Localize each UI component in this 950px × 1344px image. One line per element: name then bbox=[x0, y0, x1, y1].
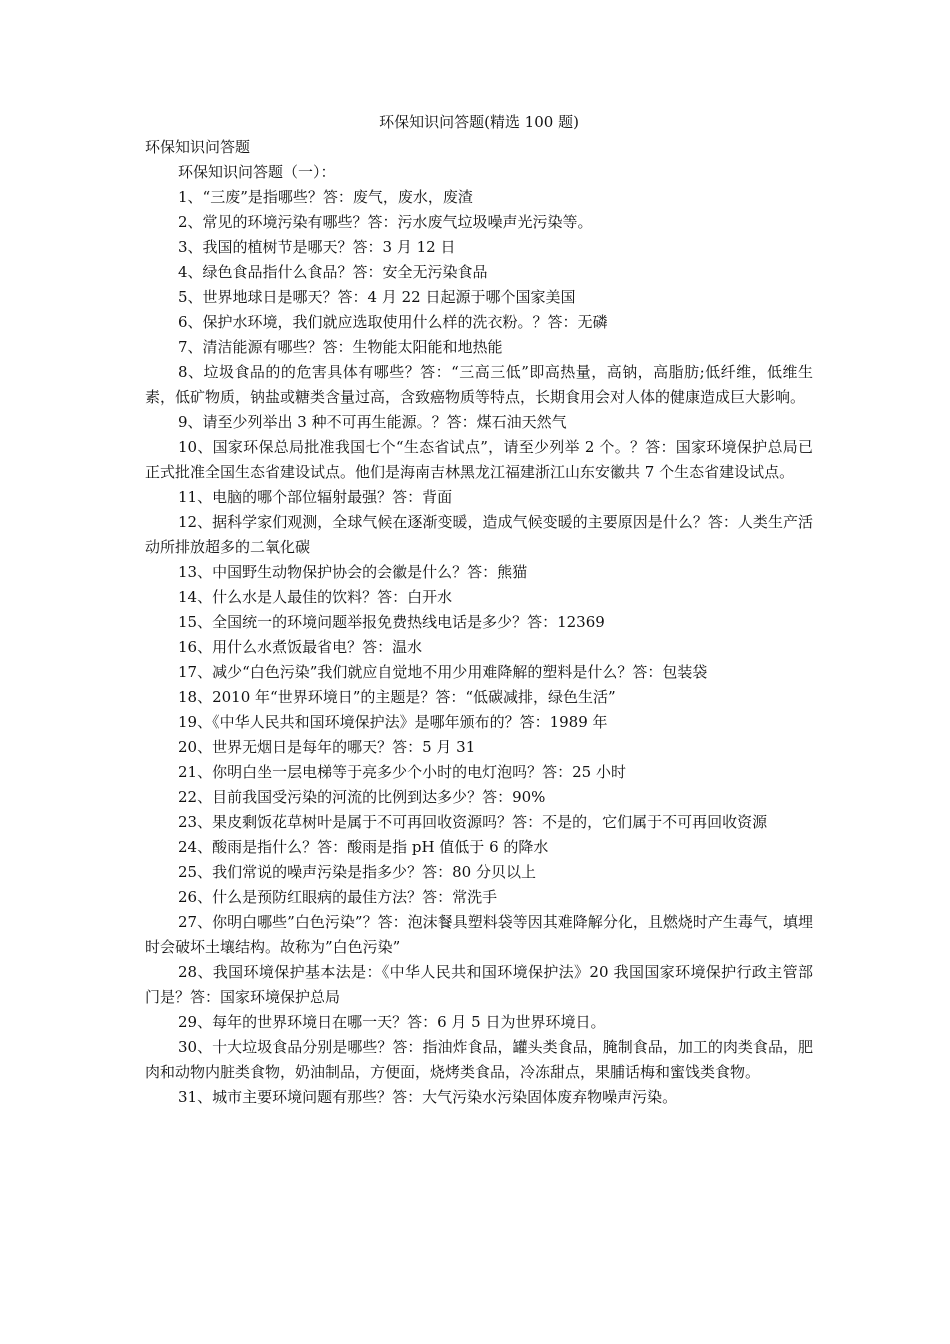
question-item: 14、什么水是人最佳的饮料？答：白开水 bbox=[178, 588, 453, 606]
question-item: 23、果皮剩饭花草树叶是属于不可再回收资源吗？答：不是的，它们属于不可再回收资源 bbox=[178, 813, 768, 831]
question-item: 9、请至少列举出 3 种不可再生能源。？答：煤石油天然气 bbox=[178, 413, 567, 431]
question-item: 31、城市主要环境问题有那些？答：大气污染水污染固体废弃物噪声污染。 bbox=[178, 1088, 678, 1106]
question-item: 12、据科学家们观测，全球气候在逐渐变暖，造成气候变暖的主要原因是什么？答：人类生产活动所排放超多的二氧化碳 bbox=[145, 513, 813, 556]
question-item: 11、电脑的哪个部位辐射最强？答：背面 bbox=[178, 488, 453, 506]
question-item: 15、全国统一的环境问题举报免费热线电话是多少？答：12369 bbox=[178, 613, 605, 631]
sub-heading: 环保知识问答题（一）： bbox=[178, 163, 336, 181]
document-title: 环保知识问答题(精选 100 题) bbox=[379, 113, 579, 131]
question-item: 22、目前我国受污染的河流的比例到达多少？答：90% bbox=[178, 788, 546, 806]
question-list bbox=[145, 185, 813, 1110]
question-item: 1、“三废”是指哪些？答：废气，废水，废渣 bbox=[178, 188, 473, 206]
question-item: 7、清洁能源有哪些？答：生物能太阳能和地热能 bbox=[178, 338, 503, 356]
question-item: 5、世界地球日是哪天？答：4 月 22 日起源于哪个国家美国 bbox=[178, 288, 576, 306]
question-item: 16、用什么水煮饭最省电？答：温水 bbox=[178, 638, 423, 656]
question-item: 24、酸雨是指什么？答：酸雨是指 pH 值低于 6 的降水 bbox=[178, 838, 549, 856]
question-item: 8、垃圾食品的的危害具体有哪些？答：“三高三低”即高热量，高钠，高脂肪;低纤维，低维生素，低矿物质，钠盐或糖类含量过高，含致癌物质等特点，长期食用会对人体的健康造成巨大影响。 bbox=[145, 363, 813, 406]
section-heading: 环保知识问答题 bbox=[145, 138, 251, 156]
question-item: 19、《中华人民共和国环境保护法》是哪年颁布的？答：1989 年 bbox=[178, 713, 608, 731]
document-page bbox=[145, 110, 813, 1110]
question-item: 25、我们常说的噪声污染是指多少？答：80 分贝以上 bbox=[178, 863, 536, 881]
question-item: 21、你明白坐一层电梯等于亮多少个小时的电灯泡吗？答：25 小时 bbox=[178, 763, 626, 781]
question-item: 13、中国野生动物保护协会的会徽是什么？答：熊猫 bbox=[178, 563, 528, 581]
question-item: 27、你明白哪些”白色污染”？答：泡沫餐具塑料袋等因其难降解分化，且燃烧时产生毒气，填埋时会破坏土壤结构。故称为”白色污染” bbox=[145, 913, 813, 956]
question-item: 20、世界无烟日是每年的哪天？答：5 月 31 bbox=[178, 738, 476, 756]
question-item: 28、我国环境保护基本法是：《中华人民共和国环境保护法》20 我国国家环境保护行政主管部门是？答：国家环境保护总局 bbox=[145, 963, 813, 1006]
question-item: 3、我国的植树节是哪天？答：3 月 12 日 bbox=[178, 238, 456, 256]
question-item: 17、减少“白色污染”我们就应自觉地不用少用难降解的塑料是什么？答：包装袋 bbox=[178, 663, 708, 681]
question-item: 29、每年的世界环境日在哪一天？答：6 月 5 日为世界环境日。 bbox=[178, 1013, 606, 1031]
question-item: 30、十大垃圾食品分别是哪些？答：指油炸食品，罐头类食品，腌制食品，加工的肉类食品，肥肉和动物内脏类食物，奶油制品，方便面，烧烤类食品，冷冻甜点，果脯话梅和蜜饯类食物。 bbox=[145, 1038, 813, 1081]
question-item: 18、2010 年“世界环境日”的主题是？答：“低碳减排，绿色生活” bbox=[178, 688, 616, 706]
question-item: 6、保护水环境，我们就应选取使用什么样的洗衣粉。？答：无磷 bbox=[178, 313, 608, 331]
question-item: 26、什么是预防红眼病的最佳方法？答：常洗手 bbox=[178, 888, 498, 906]
question-item: 10、国家环保总局批准我国七个“生态省试点”，请至少列举 2 个。？答：国家环境保护总局已正式批准全国生态省建设试点。他们是海南吉林黑龙江福建浙江山东安徽共 7 个生态省建设试点。 bbox=[145, 438, 813, 481]
question-item: 4、绿色食品指什么食品？答：安全无污染食品 bbox=[178, 263, 488, 281]
question-item: 2、常见的环境污染有哪些？答：污水废气垃圾噪声光污染等。 bbox=[178, 213, 593, 231]
